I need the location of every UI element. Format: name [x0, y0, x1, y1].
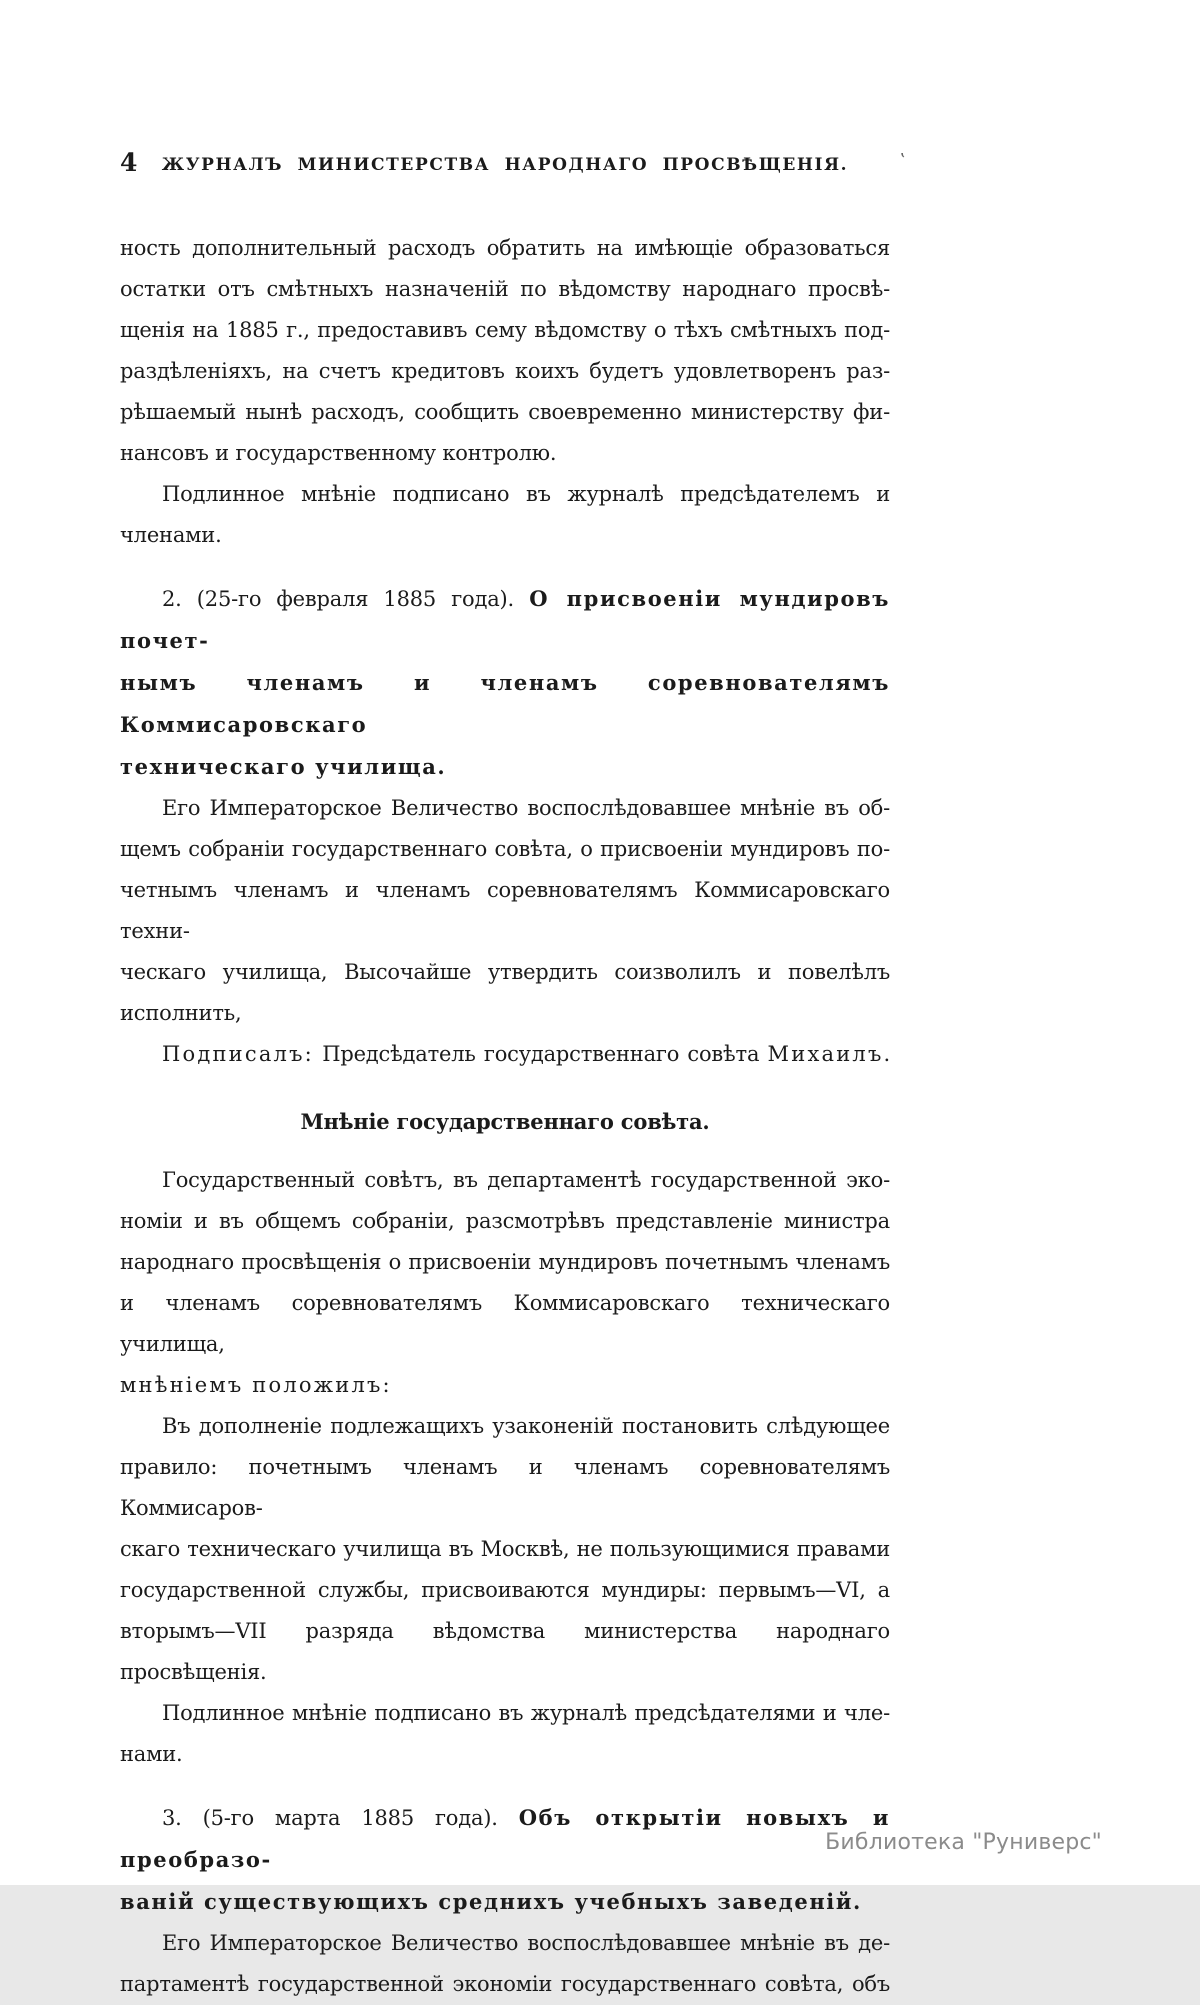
text-line	[120, 269, 890, 310]
text-segment: Подписалъ:	[162, 1042, 314, 1066]
text-line	[120, 578, 890, 662]
text-line	[120, 952, 890, 993]
text-segment: номіи и въ общемъ собраніи, разсмотрѣвъ представленіе министра	[120, 1209, 890, 1233]
text-line	[120, 228, 890, 269]
text-segment: раздѣленіяхъ, на счетъ кредитовъ коихъ будетъ удовлетворенъ раз-	[120, 359, 890, 383]
text-segment: Предсѣдатель государственнаго совѣта	[313, 1042, 768, 1066]
paragraph	[120, 1923, 890, 2005]
text-segment: исполнить,	[120, 1001, 242, 1025]
text-segment: правило: почетнымъ членамъ и членамъ соревнователямъ Коммисаров-	[120, 1455, 890, 1520]
watermark: Библиотека "Руниверс"	[825, 1830, 1102, 1855]
text-line	[120, 746, 890, 788]
text-segment: ность дополнительный расходъ обратить на имѣющіе образоваться	[120, 236, 890, 260]
text-segment: скаго техническаго училища въ Москвѣ, не пользующимися правами	[120, 1537, 890, 1561]
text-segment: Мнѣніе государственнаго совѣта.	[300, 1109, 710, 1134]
text-segment: Его Императорское Величество воспослѣдовавшее мнѣніе въ де-	[162, 1931, 890, 1955]
text-line	[120, 993, 890, 1034]
text-segment: Михаилъ	[767, 1042, 884, 1066]
text-line	[120, 870, 890, 952]
page-header	[0, 0, 1200, 188]
text-segment: щенія на 1885 г., предоставивъ сему вѣдомству о тѣхъ смѣтныхъ под-	[120, 318, 890, 342]
text-line	[120, 829, 890, 870]
running-title: ЖУРНАЛЪ МИНИСТЕРСТВА НАРОДНАГО ПРОСВѢЩЕНІЯ.	[161, 155, 849, 175]
paragraph	[120, 1160, 890, 1406]
text-segment: Подлинное мнѣніе подписано въ журналѣ предсѣдателями и чле-	[162, 1701, 890, 1725]
text-segment: членами.	[120, 523, 222, 547]
text-segment: остатки отъ смѣтныхъ назначеній по вѣдомству народнаго просвѣ-	[120, 277, 890, 301]
text-line	[120, 515, 890, 556]
text-line	[120, 1034, 890, 1075]
text-segment: Подлинное мнѣніе подписано въ журналѣ предсѣдателемъ и	[162, 482, 890, 506]
text-segment: четнымъ членамъ и членамъ соревнователямъ Коммисаровскаго техни-	[120, 878, 890, 943]
text-segment: ческаго училища, Высочайше утвердить соизволилъ и повелѣлъ	[120, 960, 890, 984]
text-segment: народнаго просвѣщенія о присвоеніи мундировъ почетнымъ членамъ	[120, 1250, 890, 1274]
text-line	[120, 1160, 890, 1201]
text-line	[120, 1923, 890, 1964]
text-line	[120, 1201, 890, 1242]
text-segment: нами.	[120, 1742, 183, 1766]
text-line	[120, 1611, 890, 1693]
text-line	[120, 1964, 890, 2005]
text-segment: ваній существующихъ среднихъ учебныхъ заведеній.	[120, 1889, 862, 1914]
text-segment: партаментѣ государственной экономіи государственнаго совѣта, объ	[120, 1972, 890, 1996]
text-line	[120, 1365, 890, 1406]
text-line	[120, 1242, 890, 1283]
text-line	[120, 1101, 890, 1142]
text-segment: вторымъ—VII разряда вѣдомства министерства народнаго просвѣщенія.	[120, 1619, 890, 1684]
text-line	[120, 788, 890, 829]
section-heading	[120, 578, 890, 788]
text-line	[120, 1283, 890, 1365]
text-line	[120, 433, 890, 474]
paragraph	[120, 788, 890, 1034]
page-number: 4	[120, 148, 138, 177]
section-heading	[120, 1797, 890, 1923]
text-line	[120, 351, 890, 392]
text-segment: щемъ собраніи государственнаго совѣта, о присвоеніи мундировъ по-	[120, 837, 890, 861]
text-segment: рѣшаемый нынѣ расходъ, сообщить своевременно министерству фи-	[120, 400, 890, 424]
text-line	[120, 1881, 890, 1923]
text-segment: О присвоеніи мундировъ почет-	[120, 586, 891, 653]
paragraph	[120, 228, 890, 474]
paragraph	[120, 1693, 890, 1775]
paragraph	[120, 1406, 890, 1693]
text-segment: техническаго училища.	[120, 754, 447, 779]
text-segment: Его Императорское Величество воспослѣдовавшее мнѣніе въ об-	[162, 796, 890, 820]
text-line	[120, 310, 890, 351]
stray-mark: ‛	[900, 150, 906, 171]
text-segment: нымъ членамъ и членамъ соревнователямъ Коммисаровскаго	[120, 670, 890, 737]
paragraph	[120, 1034, 890, 1075]
text-segment: Объ открытіи новыхъ и преобразо-	[120, 1805, 891, 1872]
paragraph	[120, 474, 890, 556]
text-segment: Государственный совѣтъ, въ департаментѣ государственной эко-	[162, 1168, 890, 1192]
text-segment: 2. (25-го февраля 1885 года).	[162, 587, 530, 611]
text-line	[120, 1570, 890, 1611]
text-line	[120, 1447, 890, 1529]
text-segment: .	[883, 1042, 890, 1066]
text-line	[120, 1693, 890, 1734]
text-line	[120, 1406, 890, 1447]
text-segment: и членамъ соревнователямъ Коммисаровскаго техническаго училища,	[120, 1291, 890, 1356]
page-body	[120, 228, 890, 2005]
text-segment: мнѣніемъ положилъ:	[120, 1373, 392, 1397]
text-line	[120, 474, 890, 515]
text-line	[120, 662, 890, 746]
text-segment: государственной службы, присвоиваются мундиры: первымъ—VI, а	[120, 1578, 890, 1602]
centered-heading	[120, 1101, 890, 1142]
text-segment: 3. (5-го марта 1885 года).	[162, 1806, 519, 1830]
text-line	[120, 1797, 890, 1881]
text-line	[120, 1529, 890, 1570]
text-segment: нансовъ и государственному контролю.	[120, 441, 557, 465]
text-line	[120, 392, 890, 433]
text-segment: Въ дополненіе подлежащихъ узаконеній постановить слѣдующее	[162, 1414, 890, 1438]
text-line	[120, 1734, 890, 1775]
